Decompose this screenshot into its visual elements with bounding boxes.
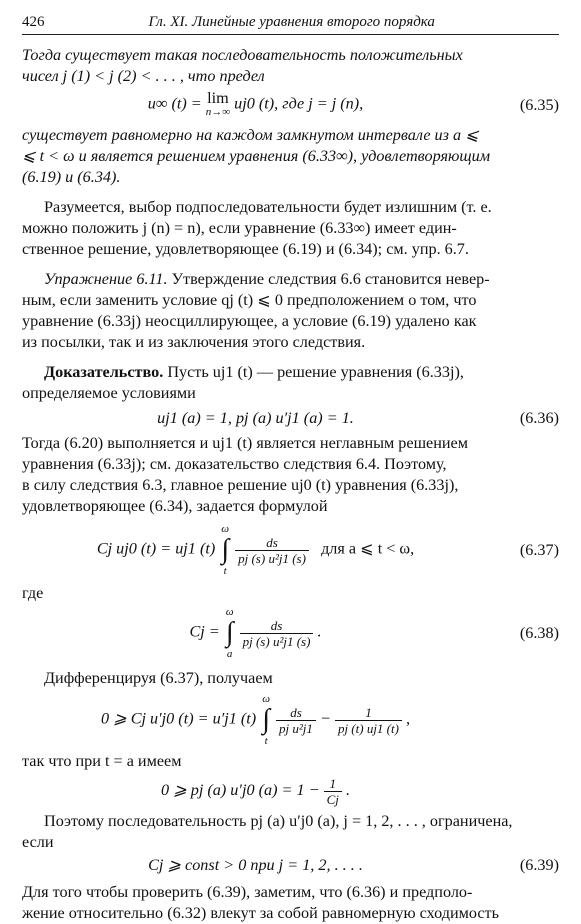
text-line: ⩽ t < ω и является решением уравнения (6.33∞), удовлетворяющим xyxy=(22,147,491,165)
eq-lhs: 0 ⩾ pj (a) u′j0 (a) = 1 − xyxy=(161,781,324,800)
text-line: где xyxy=(22,584,44,602)
upper-limit: ω xyxy=(225,606,234,618)
numerator: ds xyxy=(235,535,309,551)
eq-body: uj1 (a) = 1, pj (a) u′j1 (a) = 1. xyxy=(157,409,354,427)
text-line: в силу следствия 6.3, главное решение uj0 (t) уравнения (6.33j), xyxy=(22,476,459,494)
equation-6-38 xyxy=(22,606,559,660)
integrand xyxy=(240,618,314,649)
text-line: ным, если заменить условие qj (t) ⩽ 0 предположением о том, что xyxy=(22,291,477,309)
second-fraction xyxy=(335,705,402,736)
denominator: Cj xyxy=(326,792,339,807)
fraction xyxy=(324,776,342,807)
page-number: 426 xyxy=(22,14,45,30)
eq-lhs: u∞ (t) = xyxy=(147,94,206,113)
text-line: чисел j (1) < j (2) < . . . , что предел xyxy=(22,67,265,85)
denominator: pj (s) u²j1 (s) xyxy=(242,633,311,649)
upper-limit: ω xyxy=(221,523,230,535)
text-line: жение относительно (6.32) влекут за собой равномерную сходимость xyxy=(22,904,499,922)
text-line: так что при t = a имеем xyxy=(22,752,182,770)
denominator: pj u²j1 xyxy=(279,720,313,736)
integrand xyxy=(276,705,316,736)
proof-text xyxy=(22,433,559,517)
equation-derivative xyxy=(22,693,559,747)
equation-at-a xyxy=(22,776,559,807)
eq-rhs: uj0 (t), где j = j (n), xyxy=(234,94,364,113)
numerator: 1 xyxy=(335,705,402,721)
integral-sign: ω ∫ t xyxy=(262,693,270,747)
text-line: Тогда существует такая последовательность положительных xyxy=(22,46,463,64)
eq-tail: . xyxy=(317,622,322,641)
remark-paragraph xyxy=(22,197,559,260)
eq-tail: , xyxy=(406,709,411,728)
lower-limit: t xyxy=(223,565,227,577)
equation-number: (6.37) xyxy=(519,540,559,559)
text-line: Поэтому последовательность pj (a) u′j0 (a), j = 1, 2, . . . , ограничена, xyxy=(44,812,513,830)
theorem-continuation xyxy=(22,45,559,87)
equation-6-35 xyxy=(22,91,559,119)
numerator: ds xyxy=(276,705,316,721)
eq-lhs: 0 ⩾ Cj u′j0 (t) = u′j1 (t) xyxy=(100,709,257,728)
theorem-conclusion xyxy=(22,125,559,188)
text-line: Пусть uj1 (t) — решение уравнения (6.33j), xyxy=(167,363,464,381)
text-line: если xyxy=(22,833,54,851)
proof-paragraph xyxy=(22,362,559,404)
text-line: Тогда (6.20) выполняется и uj1 (t) является неглавным решением xyxy=(22,434,468,452)
lim-subscript: n→∞ xyxy=(205,106,231,118)
text-line: (6.19) и (6.34). xyxy=(22,168,121,186)
denominator: pj (t) uj1 (t) xyxy=(337,720,399,736)
final-paragraph xyxy=(22,882,559,924)
equation-number: (6.35) xyxy=(519,95,559,114)
text-line: ственное решение, удовлетворяющее (6.19) и (6.34); см. упр. 6.7. xyxy=(22,240,469,258)
equation-6-37 xyxy=(22,523,559,577)
text-line: можно положить j (n) = n), если уравнение (6.33∞) имеет един- xyxy=(22,219,457,237)
lower-limit: t xyxy=(264,735,268,747)
text-line: из посылки, так и из заключения этого следствия. xyxy=(22,333,366,351)
minus-sign: − xyxy=(319,709,331,728)
eq-lhs: Cj = xyxy=(189,622,224,641)
integrand xyxy=(235,535,309,566)
upper-limit: ω xyxy=(262,693,270,705)
text-line: существует равномерно на каждом замкнутом интервале из a ⩽ xyxy=(22,126,479,144)
lim-operator: lim xyxy=(207,89,229,107)
running-header xyxy=(22,14,559,35)
integral-sign: ω ∫ t xyxy=(221,523,230,577)
equation-6-36 xyxy=(22,408,559,429)
proof-label: Доказательство. xyxy=(44,363,164,381)
equation-6-39 xyxy=(22,855,559,876)
eq-lhs: Cj uj0 (t) = uj1 (t) xyxy=(96,539,216,558)
text-line: удовлетворяющее (6.34), задается формулой xyxy=(22,497,328,515)
text-line: Утверждение следствия 6.6 становится невер- xyxy=(171,270,490,288)
numerator: ds xyxy=(240,618,314,634)
chapter-title: Гл. XI. Линейные уравнения второго порядка xyxy=(148,14,435,30)
denominator: pj (s) u²j1 (s) xyxy=(238,550,306,566)
text-line: Разумеется, выбор подпоследовательности будет излишним (т. е. xyxy=(44,198,492,216)
equation-number: (6.38) xyxy=(519,623,559,642)
exercise-6-11 xyxy=(22,269,559,353)
integral-sign: ω ∫ a xyxy=(225,606,234,660)
equation-number: (6.39) xyxy=(519,856,559,874)
eq-tail: . xyxy=(345,781,350,800)
numerator: 1 xyxy=(324,776,342,792)
text-line: Для того чтобы проверить (6.39), заметим, что (6.36) и предполо- xyxy=(22,883,473,901)
boundedness-text xyxy=(22,811,559,853)
lower-limit: a xyxy=(226,648,233,660)
text-line: Дифференцируя (6.37), получаем xyxy=(44,669,273,687)
equation-number: (6.36) xyxy=(519,409,559,427)
eq-body: Cj ⩾ const > 0 при j = 1, 2, . . . . xyxy=(148,856,363,874)
text-line: уравнения (6.33j); см. доказательство следствия 6.4. Поэтому, xyxy=(22,455,447,473)
text-line: определяемое условиями xyxy=(22,384,196,402)
eq-condition: для a ⩽ t < ω, xyxy=(321,539,415,558)
exercise-label: Упражнение 6.11. xyxy=(44,270,168,288)
text-line: уравнение (6.33j) неосциллирующее, а условие (6.19) удалено как xyxy=(22,312,477,330)
